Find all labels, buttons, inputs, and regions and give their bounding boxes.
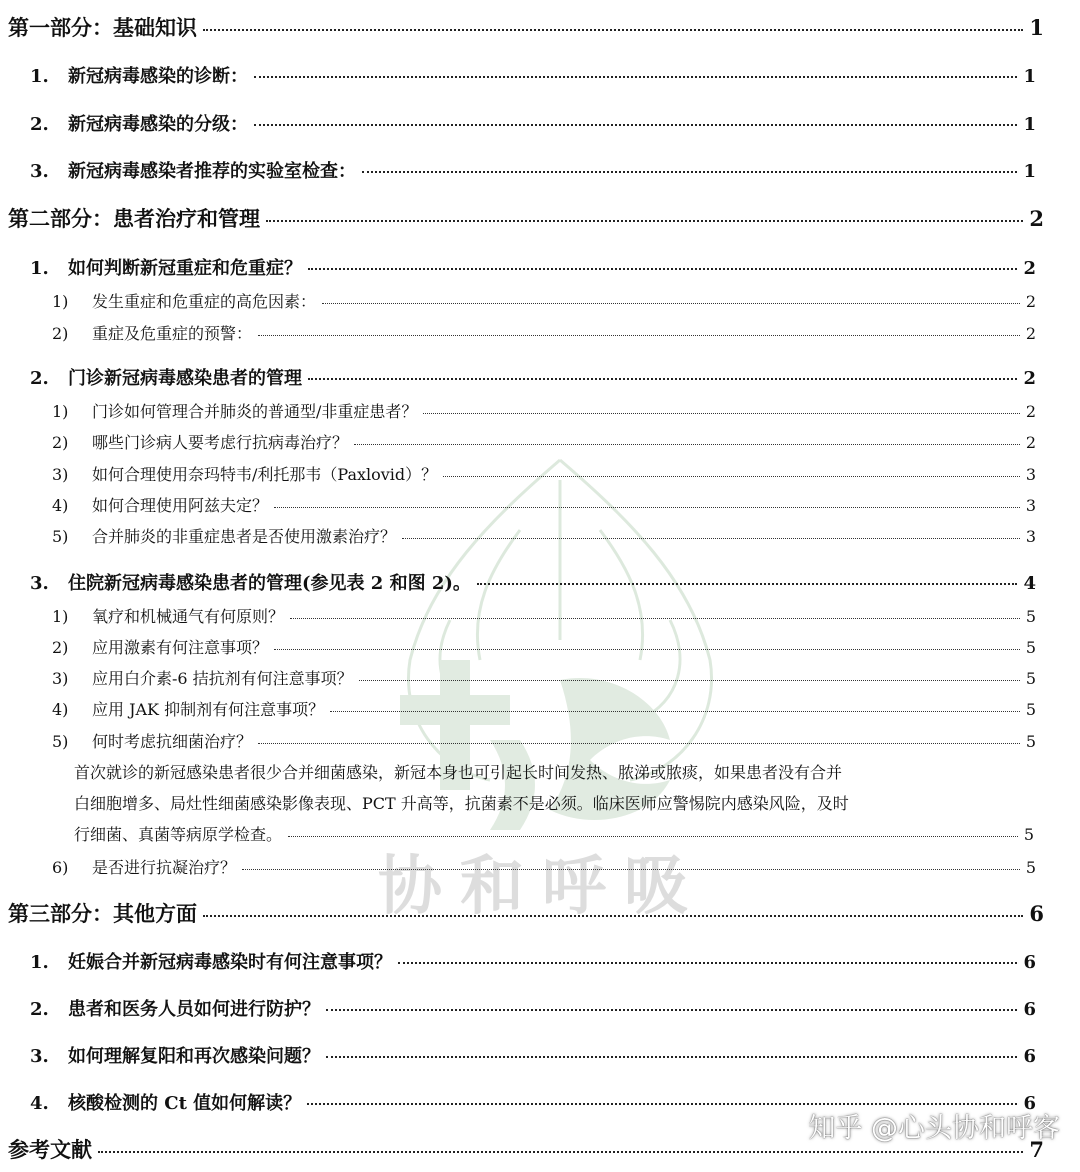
item-number: 4): [52, 496, 69, 515]
leader-dots: [254, 76, 1017, 78]
toc-part2-s1-item-1[interactable]: [0, 289, 1080, 312]
toc-part2-s2-item-2[interactable]: [0, 430, 1080, 453]
item-title: 氧疗和机械通气有何原则？: [92, 607, 285, 626]
toc-part2-s2-item-4[interactable]: [0, 493, 1080, 516]
toc-part1-item-2[interactable]: [0, 110, 1080, 136]
item-page: 5: [1025, 732, 1036, 751]
part3-title: 第三部分：其他方面: [8, 901, 197, 926]
toc-part2-s3-item-3[interactable]: [0, 666, 1080, 689]
item-page: 3: [1025, 496, 1036, 515]
item-page: 2: [1025, 324, 1036, 343]
item-title: 是否进行抗凝治疗？: [92, 858, 237, 877]
toc-part1-item-1[interactable]: [0, 62, 1080, 88]
item-title: 门诊新冠病毒感染患者的管理: [68, 368, 302, 389]
leader-dots: [258, 335, 1020, 336]
item-number: 3.: [30, 1046, 49, 1067]
part3-page: 6: [1029, 901, 1044, 926]
item-number: 2): [52, 638, 69, 657]
leader-dots: [290, 618, 1020, 619]
leader-dots: [354, 444, 1020, 445]
item-title: 核酸检测的 Ct 值如何解读？: [68, 1093, 302, 1114]
item-page: 1: [1023, 66, 1036, 87]
item-number: 6): [52, 858, 69, 877]
item-title: 如何合理使用奈玛特韦/利托那韦（Paxlovid）？: [92, 465, 438, 484]
item-number: 1.: [30, 258, 49, 279]
item-number: 1.: [30, 952, 49, 973]
leader-dots: [402, 538, 1020, 539]
leader-dots: [359, 680, 1020, 681]
item-page: 4: [1023, 573, 1036, 594]
toc-part2-s2-item-3[interactable]: [0, 462, 1080, 485]
item-title: 哪些门诊病人要考虑行抗病毒治疗？: [92, 433, 349, 452]
leader-dots: [258, 743, 1020, 744]
watermark-text: 协和呼吸: [378, 849, 706, 924]
leader-dots: [254, 124, 1017, 126]
leader-dots: [274, 649, 1020, 650]
item-title: 患者和医务人员如何进行防护？: [68, 999, 320, 1020]
toc-part2[interactable]: [0, 203, 1080, 233]
item-page: 5: [1025, 700, 1036, 719]
item-title: 妊娠合并新冠病毒感染时有何注意事项？: [68, 952, 392, 973]
item-page: 5: [1025, 858, 1036, 877]
toc-part3[interactable]: [0, 898, 1080, 928]
item-page: 2: [1025, 402, 1036, 421]
item-number: 2.: [30, 114, 49, 135]
leader-dots: [203, 29, 1023, 31]
item-page: 1: [1023, 161, 1036, 182]
leader-dots: [443, 476, 1020, 477]
item-title: 如何理解复阳和再次感染问题？: [68, 1046, 320, 1067]
leader-dots: [266, 220, 1023, 222]
paragraph-last-line: [74, 819, 1034, 850]
item-page: 3: [1025, 465, 1036, 484]
leader-dots: [308, 268, 1017, 270]
item-page: 5: [1025, 638, 1036, 657]
item-number: 1.: [30, 66, 49, 87]
item-page: 1: [1023, 114, 1036, 135]
leader-dots: [326, 1056, 1017, 1058]
leader-dots: [477, 583, 1018, 585]
paragraph-line: 白细胞增多、局灶性细菌感染影像表现、PCT 升高等，抗菌素不是必须。临床医师应警惕院内感染风险，及时: [74, 794, 849, 813]
item-number: 3.: [30, 573, 49, 594]
leader-dots: [362, 171, 1017, 173]
leader-dots: [288, 836, 1018, 837]
item-number: 2.: [30, 368, 49, 389]
toc-part2-s2-item-1[interactable]: [0, 399, 1080, 422]
toc-part1-item-3[interactable]: [0, 157, 1080, 183]
toc-part2-s2-item-5[interactable]: [0, 524, 1080, 547]
toc-part2-s1-item-2[interactable]: [0, 321, 1080, 344]
leader-dots: [274, 507, 1020, 508]
item-page: 2: [1023, 368, 1036, 389]
part1-title: 第一部分：基础知识: [8, 15, 197, 40]
toc-part3-item-1[interactable]: [0, 948, 1080, 974]
item-title: 发生重症和危重症的高危因素：: [92, 292, 317, 311]
item-page: 5: [1023, 825, 1034, 844]
toc-part2-s3-item-4[interactable]: [0, 697, 1080, 720]
toc-part3-item-2[interactable]: [0, 995, 1080, 1021]
item-number: 1): [52, 402, 69, 421]
item-number: 4.: [30, 1093, 49, 1114]
toc-part2-s3-item-2[interactable]: [0, 635, 1080, 658]
item-title: 新冠病毒感染者推荐的实验室检查：: [68, 161, 356, 182]
leader-dots: [307, 1103, 1017, 1105]
references-title: 参考文献: [8, 1137, 92, 1162]
item-page: 2: [1023, 258, 1036, 279]
item-number: 2): [52, 324, 69, 343]
item-number: 3): [52, 465, 69, 484]
part1-page: 1: [1029, 15, 1044, 40]
item-title: 应用白介素-6 拮抗剂有何注意事项？: [92, 669, 353, 688]
item-number: 4): [52, 700, 69, 719]
item-title: 应用激素有何注意事项？: [92, 638, 269, 657]
item-page: 2: [1025, 292, 1036, 311]
leader-dots: [308, 378, 1017, 380]
item-number: 3): [52, 669, 69, 688]
toc-part2-s2[interactable]: [0, 364, 1080, 390]
item-title: 新冠病毒感染的分级：: [68, 114, 248, 135]
leader-dots: [398, 962, 1017, 964]
item-page: 5: [1025, 607, 1036, 626]
item-number: 1): [52, 292, 69, 311]
item-title: 新冠病毒感染的诊断：: [68, 66, 248, 87]
leader-dots: [322, 303, 1020, 304]
toc-part2-s1[interactable]: [0, 254, 1080, 280]
toc-part1[interactable]: [0, 12, 1080, 42]
item-page: 6: [1023, 952, 1036, 973]
paragraph-line: 行细菌、真菌等病原学检查。: [74, 825, 283, 844]
references-page: 7: [1029, 1137, 1044, 1162]
item-number: 5): [52, 527, 69, 546]
leader-dots: [326, 1009, 1017, 1011]
item-title: 重症及危重症的预警：: [92, 324, 253, 343]
item-title: 如何判断新冠重症和危重症？: [68, 258, 302, 279]
item-page: 6: [1023, 1093, 1036, 1114]
toc-part2-s3[interactable]: [0, 569, 1080, 595]
leader-dots: [203, 915, 1023, 917]
item-title: 合并肺炎的非重症患者是否使用激素治疗？: [92, 527, 397, 546]
leader-dots: [330, 711, 1020, 712]
item-page: 6: [1023, 999, 1036, 1020]
leader-dots: [98, 1151, 1023, 1153]
item-page: 5: [1025, 669, 1036, 688]
part2-page: 2: [1029, 206, 1044, 231]
item-title: 住院新冠病毒感染患者的管理(参见表 2 和图 2)。: [68, 573, 471, 594]
item-number: 1): [52, 607, 69, 626]
paragraph-line: 首次就诊的新冠感染患者很少合并细菌感染，新冠本身也可引起长时间发热、脓涕或脓痰，如果患者没有合并: [74, 763, 843, 782]
item-number: 2): [52, 433, 69, 452]
toc-part2-s3-item-1[interactable]: [0, 604, 1080, 627]
item-page: 6: [1023, 1046, 1036, 1067]
item-title: 门诊如何管理合并肺炎的普通型/非重症患者？: [92, 402, 418, 421]
item-number: 3.: [30, 161, 49, 182]
part2-title: 第二部分：患者治疗和管理: [8, 206, 260, 231]
toc-part2-s3-item-5[interactable]: [0, 729, 1080, 752]
leader-dots: [423, 413, 1019, 414]
source-credit: 知乎 @心头协和呼客: [808, 1113, 1060, 1144]
leader-dots: [242, 869, 1020, 870]
item-number: 5): [52, 732, 69, 751]
item-number: 2.: [30, 999, 49, 1020]
item-page: 3: [1025, 527, 1036, 546]
item-title: 何时考虑抗细菌治疗？: [92, 732, 253, 751]
item-title: 应用 JAK 抑制剂有何注意事项？: [92, 700, 325, 719]
toc-part3-item-3[interactable]: [0, 1042, 1080, 1068]
item-title: 如何合理使用阿兹夫定？: [92, 496, 269, 515]
toc-part2-s3-item-6[interactable]: [0, 855, 1080, 878]
toc-paragraph-antibacterial[interactable]: [74, 757, 1034, 850]
item-page: 2: [1025, 433, 1036, 452]
